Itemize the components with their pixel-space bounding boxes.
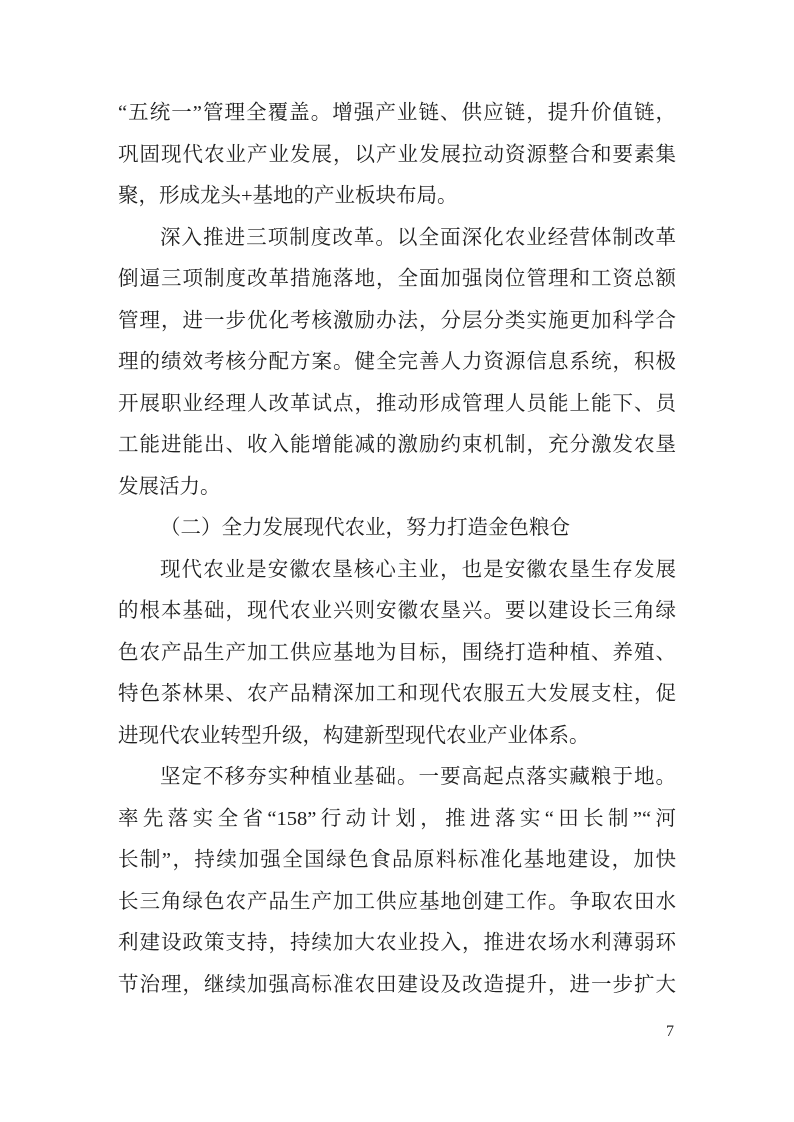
text-line: 巩固现代农业产业发展，以产业发展拉动资源整合和要素集 <box>118 143 676 166</box>
text-line: 长制”，持续加强全国绿色食品原料标准化基地建设，加快 <box>118 849 676 871</box>
text-line: 倒逼三项制度改革措施落地，全面加强岗位管理和工资总额 <box>118 268 676 290</box>
text-line: 特色茶林果、农产品精深加工和现代农服五大发展支柱，促 <box>118 683 676 705</box>
text-line: 深入推进三项制度改革。以全面深化农业经营体制改革 <box>160 226 676 249</box>
text-line: 长三角绿色农产品生产加工供应基地创建工作。争取农田水 <box>118 890 676 913</box>
text-line: 坚定不移夯实种植业基础。一要高起点落实藏粮于地。 <box>160 766 676 788</box>
text-line: 进现代农业转型升级，构建新型现代农业产业体系。 <box>118 724 590 747</box>
text-block <box>118 93 676 1006</box>
text-line: “五统一”管理全覆盖。增强产业链、供应链，提升价值链， <box>118 102 676 124</box>
text-line: 发展活力。 <box>118 475 221 498</box>
text-line: 理的绩效考核分配方案。健全完善人力资源信息系统，积极 <box>118 351 676 373</box>
text-line: 开展职业经理人改革试点，推动形成管理人员能上能下、员 <box>118 392 676 415</box>
text-line: （二）全力发展现代农业，努力打造金色粮仓 <box>160 517 570 539</box>
page-number: 7 <box>666 1023 674 1040</box>
text-line: 节治理，继续加强高标准农田建设及改造提升，进一步扩大 <box>118 973 676 996</box>
text-line: 利建设政策支持，持续加大农业投入，推进农场水利薄弱环 <box>118 932 676 954</box>
text-line: 管理，进一步优化考核激励办法，分层分类实施更加科学合 <box>118 309 676 332</box>
text-line: 率先落实全省“158”行动计划，推进落实“田长制”“河 <box>118 807 676 830</box>
text-line: 色农产品生产加工供应基地为目标，围绕打造种植、养殖、 <box>118 641 676 664</box>
text-line: 现代农业是安徽农垦核心主业，也是安徽农垦生存发展 <box>160 558 676 581</box>
page-footer <box>118 1021 676 1043</box>
text-line: 聚，形成龙头+基地的产业板块布局。 <box>118 185 458 207</box>
text-line: 的根本基础，现代农业兴则安徽农垦兴。要以建设长三角绿 <box>118 600 676 622</box>
text-line: 工能进能出、收入能增能减的激励约束机制，充分激发农垦 <box>118 434 676 456</box>
